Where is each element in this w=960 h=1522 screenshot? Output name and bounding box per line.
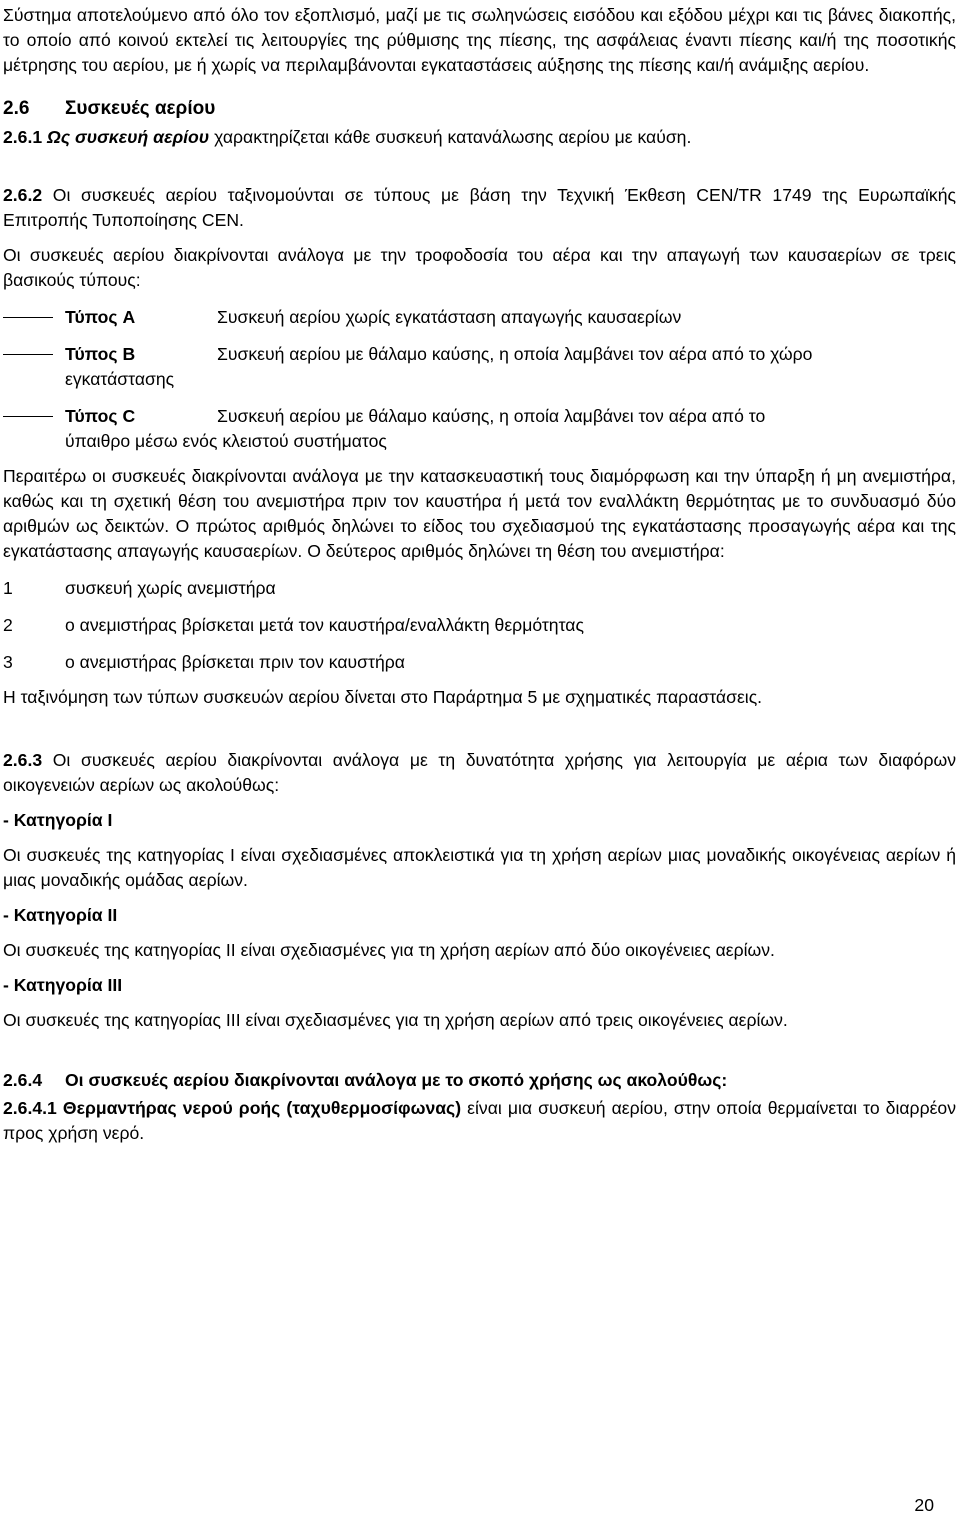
item-number: 1 <box>3 578 13 598</box>
dash-marker <box>3 354 53 355</box>
design-paragraph: Περαιτέρω οι συσκευές διακρίνονται ανάλογα με την κατασκευαστική τους διαμόρφωση και την ύπαρξη ή μη ανεμιστήρα, καθώς και τη σχετική θέση του ανεμιστήρα πριν τον καυστήρα ή μετά τον εναλλάκτη θερμότητας με το συνδυασμό δύο αριθμών ως δεικτών. Ο πρώτος αριθμός δηλώνει το είδος του σχεδιασμού της εγκατάστασης προσαγωγής αέρα και της εγκατάστασης απαγωγής καυσαερίων. Ο δεύτερος αριθμός δηλώνει τη θέση του ανεμιστήρα: <box>3 466 956 561</box>
paragraph-text: είναι μια συσκευή αερίου, στην οποία θερμαίνεται το διαρρέον προς χρήση νερό. <box>3 1098 956 1143</box>
paragraph-number: 2.6.4.1 <box>3 1098 57 1118</box>
document-page <box>3 3 956 1146</box>
paragraph-text: χαρακτηρίζεται κάθε συσκευή κατανάλωσης αερίου με καύση. <box>209 127 692 147</box>
type-name: Τύπος C <box>65 406 136 426</box>
type-description: Συσκευή αερίου με θάλαμο καύσης, η οποία λαμβάνει τον αέρα από το χώρο <box>217 344 813 364</box>
category-heading: - Κατηγορία II <box>3 905 118 925</box>
types-intro: Οι συσκευές αερίου διακρίνονται ανάλογα με την τροφοδοσία του αέρα και την απαγωγή των καυσαερίων σε τρεις βασικούς τύπους: <box>3 245 956 290</box>
paragraph-2-6-4 <box>3 1068 956 1093</box>
paragraph-2-6-1 <box>3 125 956 150</box>
type-name: Τύπος B <box>65 344 136 364</box>
paragraph-2-6-4-1 <box>3 1096 956 1146</box>
paragraph-text: Οι συσκευές αερίου ταξινομούνται σε τύπους με βάση την Τεχνική Έκθεση CEN/TR 1749 της Ευρωπαϊκής Επιτροπής Τυποποίησης CEN. <box>3 185 956 230</box>
paragraph-number: 2.6.2 <box>3 185 43 205</box>
fan-position-item <box>3 650 956 675</box>
item-number: 2 <box>3 615 13 635</box>
item-text: συσκευή χωρίς ανεμιστήρα <box>65 578 276 598</box>
type-row-c <box>3 404 956 454</box>
item-text: ο ανεμιστήρας βρίσκεται μετά τον καυστήρα/εναλλάκτη θερμότητας <box>65 615 584 635</box>
item-text: ο ανεμιστήρας βρίσκεται πριν τον καυστήρα <box>65 652 405 672</box>
type-row-b <box>3 342 956 392</box>
defined-term: Ως συσκευή αερίου <box>47 127 210 147</box>
category-heading: - Κατηγορία I <box>3 810 113 830</box>
paragraph-text: Οι συσκευές αερίου διακρίνονται ανάλογα με τη δυνατότητα χρήσης για λειτουργία με αέρια των διαφόρων οικογενειών αερίων ως ακολούθως: <box>3 750 956 795</box>
section-number: 2.6 <box>3 98 30 119</box>
paragraph-2-6-3 <box>3 748 956 798</box>
category-text: Οι συσκευές της κατηγορίας II είναι σχεδιασμένες για τη χρήση αερίων από δύο οικογένειες αερίων. <box>3 940 775 960</box>
category-text: Οι συσκευές της κατηγορίας III είναι σχεδιασμένες για τη χρήση αερίων από τρεις οικογένειες αερίων. <box>3 1010 788 1030</box>
paragraph-2-6-2 <box>3 183 956 233</box>
type-name: Τύπος A <box>65 307 136 327</box>
paragraph-number: 2.6.3 <box>3 750 43 770</box>
dash-marker <box>3 416 53 417</box>
type-description-continued: εγκατάστασης <box>65 369 175 389</box>
annex-note: Η ταξινόμηση των τύπων συσκευών αερίου δίνεται στο Παράρτημα 5 με σχηματικές παραστάσεις. <box>3 687 763 707</box>
dash-marker <box>3 317 53 318</box>
type-description: Συσκευή αερίου χωρίς εγκατάσταση απαγωγής καυσαερίων <box>217 307 682 327</box>
section-title: Συσκευές αερίου <box>65 98 216 119</box>
category-heading: - Κατηγορία III <box>3 975 123 995</box>
defined-term: Θερμαντήρας νερού ροής (ταχυθερμοσίφωνας) <box>62 1098 462 1118</box>
fan-position-item <box>3 576 956 601</box>
fan-position-item <box>3 613 956 638</box>
type-description: Συσκευή αερίου με θάλαμο καύσης, η οποία λαμβάνει τον αέρα από το <box>217 406 766 426</box>
item-number: 3 <box>3 652 13 672</box>
category-text: Οι συσκευές της κατηγορίας I είναι σχεδιασμένες αποκλειστικά για τη χρήση αερίων μιας μοναδικής οικογένειας αερίων ή μιας μοναδικής ομάδας αερίων. <box>3 845 956 890</box>
page-number: 20 <box>914 1495 934 1515</box>
section-heading <box>3 95 956 123</box>
paragraph-number: 2.6.4 <box>3 1070 43 1090</box>
paragraph-text: Οι συσκευές αερίου διακρίνονται ανάλογα με το σκοπό χρήσης ως ακολούθως: <box>65 1070 728 1090</box>
paragraph-number: 2.6.1 <box>3 127 43 147</box>
intro-paragraph: Σύστημα αποτελούμενο από όλο τον εξοπλισμό, μαζί με τις σωληνώσεις εισόδου και εξόδου μέχρι και τις βάνες διακοπής, το οποίο από κοινού εκτελεί τις λειτουργίες της ρύθμισης της πίεσης, της ασφάλειας έναντι πίεσης και/ή της ποσοτικής μέτρησης του αερίου, με ή χωρίς να περιλαμβάνονται εγκαταστάσεις αύξησης της πίεσης και/ή ανάμιξης αερίου. <box>3 5 956 75</box>
type-row-a <box>3 305 956 330</box>
type-description-continued: ύπαιθρο μέσω ενός κλειστού συστήματος <box>65 431 387 451</box>
